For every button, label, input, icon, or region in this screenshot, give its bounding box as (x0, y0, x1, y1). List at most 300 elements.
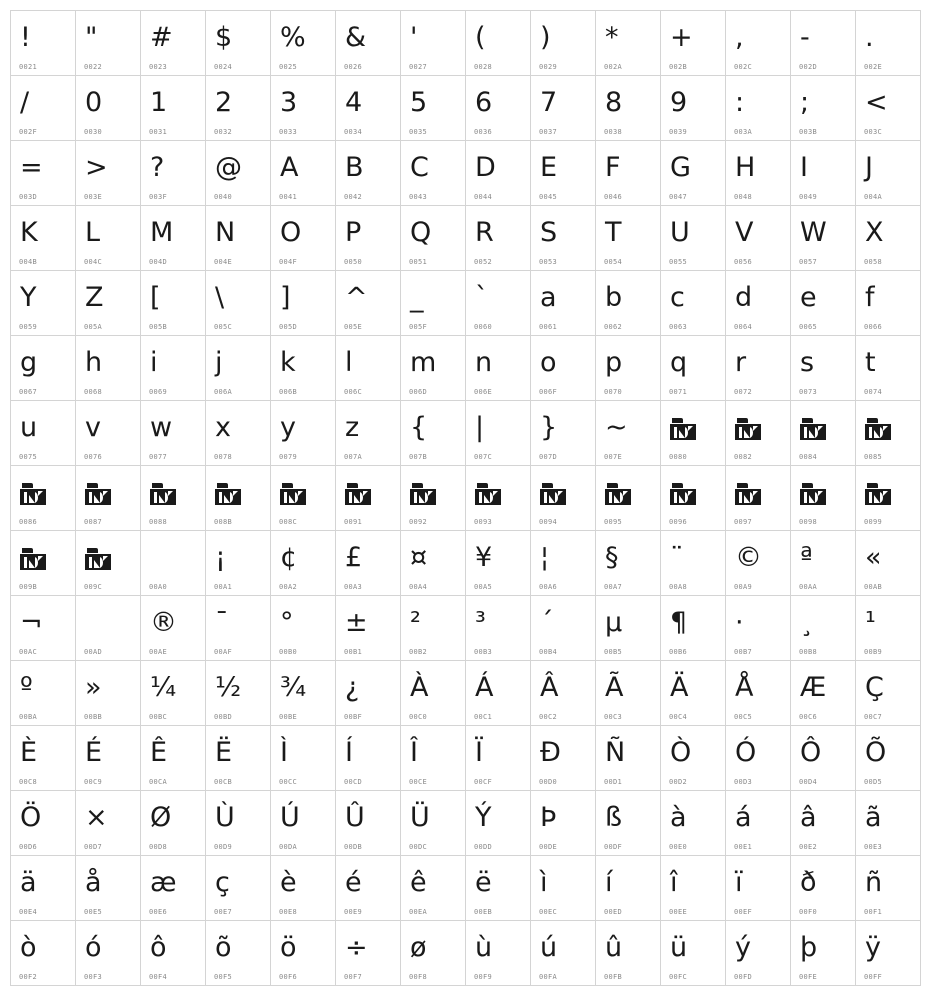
glyph-char: H (735, 152, 756, 183)
glyph-char: & (345, 22, 367, 53)
glyph-cell-00a4 (401, 531, 466, 596)
code-point-label: 00E2 (799, 843, 818, 851)
glyph-char: Û (345, 802, 365, 833)
glyph-cell-00f3 (76, 921, 141, 986)
glyph-cell-00e1 (726, 791, 791, 856)
glyph-cell-00a8 (661, 531, 726, 596)
glyph-char: ¤ (410, 542, 428, 573)
glyph-char: ã (865, 802, 882, 833)
glyph-cell-00bb (76, 661, 141, 726)
code-point-label: 002B (669, 63, 688, 71)
glyph-cell-0093 (466, 466, 531, 531)
code-point-label: 006E (474, 388, 493, 396)
code-point-label: 00AC (19, 648, 38, 656)
glyph-cell-0043 (401, 141, 466, 206)
code-point-label: 0094 (539, 518, 558, 526)
glyph-cell-00d5 (856, 726, 921, 791)
glyph-char: Õ (865, 737, 887, 768)
code-point-label: 00DE (539, 843, 558, 851)
glyph-char: ¨ (670, 542, 684, 573)
glyph-cell-00fe (791, 921, 856, 986)
code-point-label: 00F2 (19, 973, 38, 981)
code-point-label: 0043 (409, 193, 428, 201)
glyph-char: A (280, 152, 299, 183)
glyph-cell-0061 (531, 271, 596, 336)
code-point-label: 00E3 (864, 843, 883, 851)
code-point-label: 00BD (214, 713, 233, 721)
glyph-char: Å (735, 672, 754, 703)
code-point-label: 00D3 (734, 778, 753, 786)
code-point-label: 007E (604, 453, 623, 461)
glyph-cell-0080 (661, 401, 726, 466)
glyph-cell-00af (206, 596, 271, 661)
glyph-cell-00d2 (661, 726, 726, 791)
glyph-cell-0084 (791, 401, 856, 466)
missing-glyph-icon (20, 548, 46, 570)
glyph-cell-00fc (661, 921, 726, 986)
glyph-char: Ä (670, 672, 689, 703)
glyph-char: õ (215, 932, 232, 963)
glyph-cell-00c7 (856, 661, 921, 726)
code-point-label: 005B (149, 323, 168, 331)
glyph-cell-003b (791, 76, 856, 141)
glyph-char: ô (150, 932, 167, 963)
code-point-label: 00BA (19, 713, 38, 721)
code-point-label: 00EB (474, 908, 493, 916)
code-point-label: 0032 (214, 128, 233, 136)
glyph-cell-00de (531, 791, 596, 856)
glyph-char: Z (85, 282, 104, 313)
glyph-cell-0052 (466, 206, 531, 271)
code-point-label: 00FF (864, 973, 883, 981)
glyph-cell-00f0 (791, 856, 856, 921)
glyph-cell-00fd (726, 921, 791, 986)
glyph-char: O (280, 217, 302, 248)
code-point-label: 00BB (84, 713, 103, 721)
missing-glyph-icon (735, 418, 761, 440)
glyph-cell-007c (466, 401, 531, 466)
glyph-cell-00dd (466, 791, 531, 856)
glyph-cell-005d (271, 271, 336, 336)
code-point-label: 0025 (279, 63, 298, 71)
glyph-char: D (475, 152, 496, 183)
missing-glyph-icon (865, 483, 891, 505)
glyph-char: · (735, 607, 744, 638)
code-point-label: 0085 (864, 453, 883, 461)
glyph-cell-00a2 (271, 531, 336, 596)
glyph-cell-006f (531, 336, 596, 401)
missing-glyph-icon (605, 483, 631, 505)
code-point-label: 00B6 (669, 648, 688, 656)
glyph-char: p (605, 347, 623, 378)
glyph-char: ^ (345, 282, 368, 313)
code-point-label: 0075 (19, 453, 38, 461)
glyph-cell-0075 (11, 401, 76, 466)
glyph-char: ê (410, 867, 427, 898)
glyph-cell-00b7 (726, 596, 791, 661)
glyph-cell-0038 (596, 76, 661, 141)
code-point-label: 006C (344, 388, 363, 396)
code-point-label: 00A3 (344, 583, 363, 591)
code-point-label: 0045 (539, 193, 558, 201)
glyph-char: þ (800, 932, 818, 963)
glyph-cell-0029 (531, 11, 596, 76)
code-point-label: 0051 (409, 258, 428, 266)
code-point-label: 00D0 (539, 778, 558, 786)
code-point-label: 00E7 (214, 908, 233, 916)
glyph-cell-00a3 (336, 531, 401, 596)
code-point-label: 00A0 (149, 583, 168, 591)
code-point-label: 00FC (669, 973, 688, 981)
code-point-label: 0068 (84, 388, 103, 396)
glyph-cell-0094 (531, 466, 596, 531)
glyph-cell-002f (11, 76, 76, 141)
glyph-cell-00ee (661, 856, 726, 921)
glyph-char: å (85, 867, 102, 898)
code-point-label: 007D (539, 453, 558, 461)
missing-glyph-icon (800, 418, 826, 440)
glyph-cell-002c (726, 11, 791, 76)
code-point-label: 007C (474, 453, 493, 461)
code-point-label: 00F7 (344, 973, 363, 981)
glyph-char: T (605, 217, 622, 248)
glyph-cell-00d7 (76, 791, 141, 856)
glyph-cell-0063 (661, 271, 726, 336)
glyph-cell-0082 (726, 401, 791, 466)
glyph-cell-00e8 (271, 856, 336, 921)
glyph-char: i (150, 347, 158, 378)
glyph-char: Ë (215, 737, 233, 768)
code-point-label: 00E8 (279, 908, 298, 916)
glyph-char: ¶ (670, 607, 688, 638)
glyph-cell-006e (466, 336, 531, 401)
glyph-char: À (410, 672, 429, 703)
code-point-label: 00A4 (409, 583, 428, 591)
code-point-label: 00B8 (799, 648, 818, 656)
code-point-label: 003E (84, 193, 103, 201)
glyph-char: ¢ (280, 542, 298, 573)
glyph-char: è (280, 867, 297, 898)
glyph-char: v (85, 412, 101, 443)
code-point-label: 00FD (734, 973, 753, 981)
glyph-cell-0050 (336, 206, 401, 271)
glyph-cell-0077 (141, 401, 206, 466)
code-point-label: 0072 (734, 388, 753, 396)
code-point-label: 0076 (84, 453, 103, 461)
code-point-label: 00C2 (539, 713, 558, 721)
code-point-label: 0057 (799, 258, 818, 266)
code-point-label: 008C (279, 518, 298, 526)
code-point-label: 0064 (734, 323, 753, 331)
missing-glyph-icon (800, 483, 826, 505)
code-point-label: 00CF (474, 778, 493, 786)
glyph-cell-0042 (336, 141, 401, 206)
glyph-char: ÷ (345, 932, 368, 963)
missing-glyph-icon (670, 418, 696, 440)
code-point-label: 005D (279, 323, 298, 331)
missing-glyph-icon (85, 483, 111, 505)
glyph-char: ´ (540, 607, 554, 638)
glyph-cell-00e9 (336, 856, 401, 921)
glyph-char: X (865, 217, 884, 248)
code-point-label: 00F8 (409, 973, 428, 981)
glyph-char: e (800, 282, 817, 313)
code-point-label: 004B (19, 258, 38, 266)
glyph-cell-004b (11, 206, 76, 271)
glyph-cell-00b3 (466, 596, 531, 661)
glyph-cell-005a (76, 271, 141, 336)
code-point-label: 0070 (604, 388, 623, 396)
missing-glyph-icon (475, 483, 501, 505)
code-point-label: 00F1 (864, 908, 883, 916)
code-point-label: 0054 (604, 258, 623, 266)
code-point-label: 0029 (539, 63, 558, 71)
glyph-cell-007d (531, 401, 596, 466)
glyph-char: ½ (215, 672, 242, 703)
code-point-label: 0026 (344, 63, 363, 71)
glyph-char: Ô (800, 737, 822, 768)
glyph-cell-00db (336, 791, 401, 856)
code-point-label: 0034 (344, 128, 363, 136)
glyph-cell-0045 (531, 141, 596, 206)
glyph-char: æ (150, 867, 177, 898)
missing-glyph-icon (410, 483, 436, 505)
glyph-char: ¿ (345, 672, 360, 703)
code-point-label: 004F (279, 258, 298, 266)
glyph-cell-0055 (661, 206, 726, 271)
glyph-char: Ø (150, 802, 172, 833)
glyph-char: L (85, 217, 101, 248)
glyph-cell-004e (206, 206, 271, 271)
glyph-cell-007a (336, 401, 401, 466)
glyph-cell-006a (206, 336, 271, 401)
code-point-label: 005F (409, 323, 428, 331)
glyph-char: ( (475, 22, 486, 53)
code-point-label: 0059 (19, 323, 38, 331)
glyph-cell-0028 (466, 11, 531, 76)
glyph-cell-00c2 (531, 661, 596, 726)
code-point-label: 0077 (149, 453, 168, 461)
glyph-char: G (670, 152, 691, 183)
glyph-char: b (605, 282, 623, 313)
glyph-cell-00ae (141, 596, 206, 661)
code-point-label: 009B (19, 583, 38, 591)
glyph-cell-004a (856, 141, 921, 206)
glyph-cell-003a (726, 76, 791, 141)
missing-glyph-icon (20, 483, 46, 505)
glyph-cell-002e (856, 11, 921, 76)
glyph-char: # (150, 22, 173, 53)
code-point-label: 0080 (669, 453, 688, 461)
code-point-label: 00D2 (669, 778, 688, 786)
code-point-label: 0030 (84, 128, 103, 136)
glyph-char: K (20, 217, 38, 248)
glyph-cell-00fb (596, 921, 661, 986)
glyph-cell-00e5 (76, 856, 141, 921)
code-point-label: 0067 (19, 388, 38, 396)
glyph-cell-00f4 (141, 921, 206, 986)
code-point-label: 00C5 (734, 713, 753, 721)
glyph-cell-00e3 (856, 791, 921, 856)
code-point-label: 00C7 (864, 713, 883, 721)
code-point-label: 0022 (84, 63, 103, 71)
glyph-cell-00ab (856, 531, 921, 596)
glyph-cell-00be (271, 661, 336, 726)
code-point-label: 004A (864, 193, 883, 201)
glyph-char: U (670, 217, 690, 248)
glyph-cell-00c0 (401, 661, 466, 726)
glyph-cell-00ea (401, 856, 466, 921)
glyph-char: Ð (540, 737, 561, 768)
glyph-char: 8 (605, 87, 623, 118)
glyph-char: ë (475, 867, 492, 898)
glyph-cell-0024 (206, 11, 271, 76)
glyph-cell-00a7 (596, 531, 661, 596)
code-point-label: 0031 (149, 128, 168, 136)
character-map-grid (10, 10, 921, 986)
glyph-cell-005e (336, 271, 401, 336)
glyph-cell-00d3 (726, 726, 791, 791)
glyph-cell-0073 (791, 336, 856, 401)
code-point-label: 00A8 (669, 583, 688, 591)
glyph-cell-00ed (596, 856, 661, 921)
glyph-cell-00cf (466, 726, 531, 791)
code-point-label: 005E (344, 323, 363, 331)
glyph-char: 9 (670, 87, 688, 118)
glyph-cell-0060 (466, 271, 531, 336)
glyph-char: ± (345, 607, 368, 638)
code-point-label: 0096 (669, 518, 688, 526)
code-point-label: 00EA (409, 908, 428, 916)
code-point-label: 00C6 (799, 713, 818, 721)
code-point-label: 00AB (864, 583, 883, 591)
glyph-char: R (475, 217, 494, 248)
glyph-char: ? (150, 152, 165, 183)
code-point-label: 0035 (409, 128, 428, 136)
glyph-cell-0076 (76, 401, 141, 466)
code-point-label: 00FE (799, 973, 818, 981)
glyph-cell-008c (271, 466, 336, 531)
missing-glyph-icon (85, 548, 111, 570)
glyph-char: « (865, 542, 882, 573)
glyph-cell-00e7 (206, 856, 271, 921)
glyph-char: > (85, 152, 108, 183)
code-point-label: 0062 (604, 323, 623, 331)
glyph-char: x (215, 412, 231, 443)
code-point-label: 0073 (799, 388, 818, 396)
code-point-label: 0078 (214, 453, 233, 461)
code-point-label: 0028 (474, 63, 493, 71)
code-point-label: 00EE (669, 908, 688, 916)
glyph-cell-00a0 (141, 531, 206, 596)
glyph-char: { (410, 412, 428, 443)
glyph-char: » (85, 672, 102, 703)
code-point-label: 00AD (84, 648, 103, 656)
glyph-char: , (735, 22, 744, 53)
glyph-cell-0099 (856, 466, 921, 531)
code-point-label: 006A (214, 388, 233, 396)
glyph-char: r (735, 347, 747, 378)
glyph-cell-00ef (726, 856, 791, 921)
glyph-char: - (800, 22, 810, 53)
code-point-label: 00FB (604, 973, 623, 981)
code-point-label: 00BE (279, 713, 298, 721)
glyph-char: ² (410, 607, 421, 638)
glyph-cell-0065 (791, 271, 856, 336)
glyph-char: ì (540, 867, 548, 898)
code-point-label: 00F5 (214, 973, 233, 981)
glyph-char: ! (20, 22, 31, 53)
glyph-char: á (735, 802, 752, 833)
glyph-char: ~ (605, 412, 628, 443)
glyph-cell-00a9 (726, 531, 791, 596)
glyph-char: Ù (215, 802, 235, 833)
glyph-cell-0066 (856, 271, 921, 336)
glyph-char: | (475, 412, 485, 443)
glyph-cell-00b0 (271, 596, 336, 661)
code-point-label: 0027 (409, 63, 428, 71)
glyph-cell-00cc (271, 726, 336, 791)
glyph-char: s (800, 347, 815, 378)
glyph-char: º (20, 672, 33, 703)
missing-glyph-icon (150, 483, 176, 505)
glyph-cell-005f (401, 271, 466, 336)
glyph-char: Ñ (605, 737, 626, 768)
glyph-char: w (150, 412, 173, 443)
code-point-label: 0060 (474, 323, 493, 331)
glyph-cell-006b (271, 336, 336, 401)
glyph-char (150, 540, 159, 576)
code-point-label: 0049 (799, 193, 818, 201)
glyph-cell-0026 (336, 11, 401, 76)
glyph-char: 3 (280, 87, 298, 118)
code-point-label: 0097 (734, 518, 753, 526)
code-point-label: 0038 (604, 128, 623, 136)
glyph-char: z (345, 412, 360, 443)
glyph-cell-00e0 (661, 791, 726, 856)
glyph-cell-00c4 (661, 661, 726, 726)
code-point-label: 0099 (864, 518, 883, 526)
glyph-char: 1 (150, 87, 168, 118)
glyph-char: \ (215, 282, 225, 313)
glyph-cell-0053 (531, 206, 596, 271)
code-point-label: 0050 (344, 258, 363, 266)
glyph-char: : (735, 87, 745, 118)
glyph-char: _ (410, 282, 424, 313)
glyph-char: £ (345, 542, 363, 573)
glyph-char: Î (410, 737, 418, 768)
code-point-label: 006F (539, 388, 558, 396)
glyph-cell-003f (141, 141, 206, 206)
glyph-cell-0046 (596, 141, 661, 206)
glyph-cell-0054 (596, 206, 661, 271)
code-point-label: 00D5 (864, 778, 883, 786)
glyph-char: ó (85, 932, 102, 963)
glyph-cell-0071 (661, 336, 726, 401)
glyph-char: í (605, 867, 613, 898)
glyph-char: ý (735, 932, 751, 963)
glyph-char: $ (215, 22, 233, 53)
code-point-label: 00ED (604, 908, 623, 916)
code-point-label: 0021 (19, 63, 38, 71)
glyph-char: 0 (85, 87, 103, 118)
code-point-label: 00AA (799, 583, 818, 591)
code-point-label: 00C9 (84, 778, 103, 786)
code-point-label: 004E (214, 258, 233, 266)
glyph-char: * (605, 22, 619, 53)
glyph-cell-00cd (336, 726, 401, 791)
code-point-label: 007B (409, 453, 428, 461)
